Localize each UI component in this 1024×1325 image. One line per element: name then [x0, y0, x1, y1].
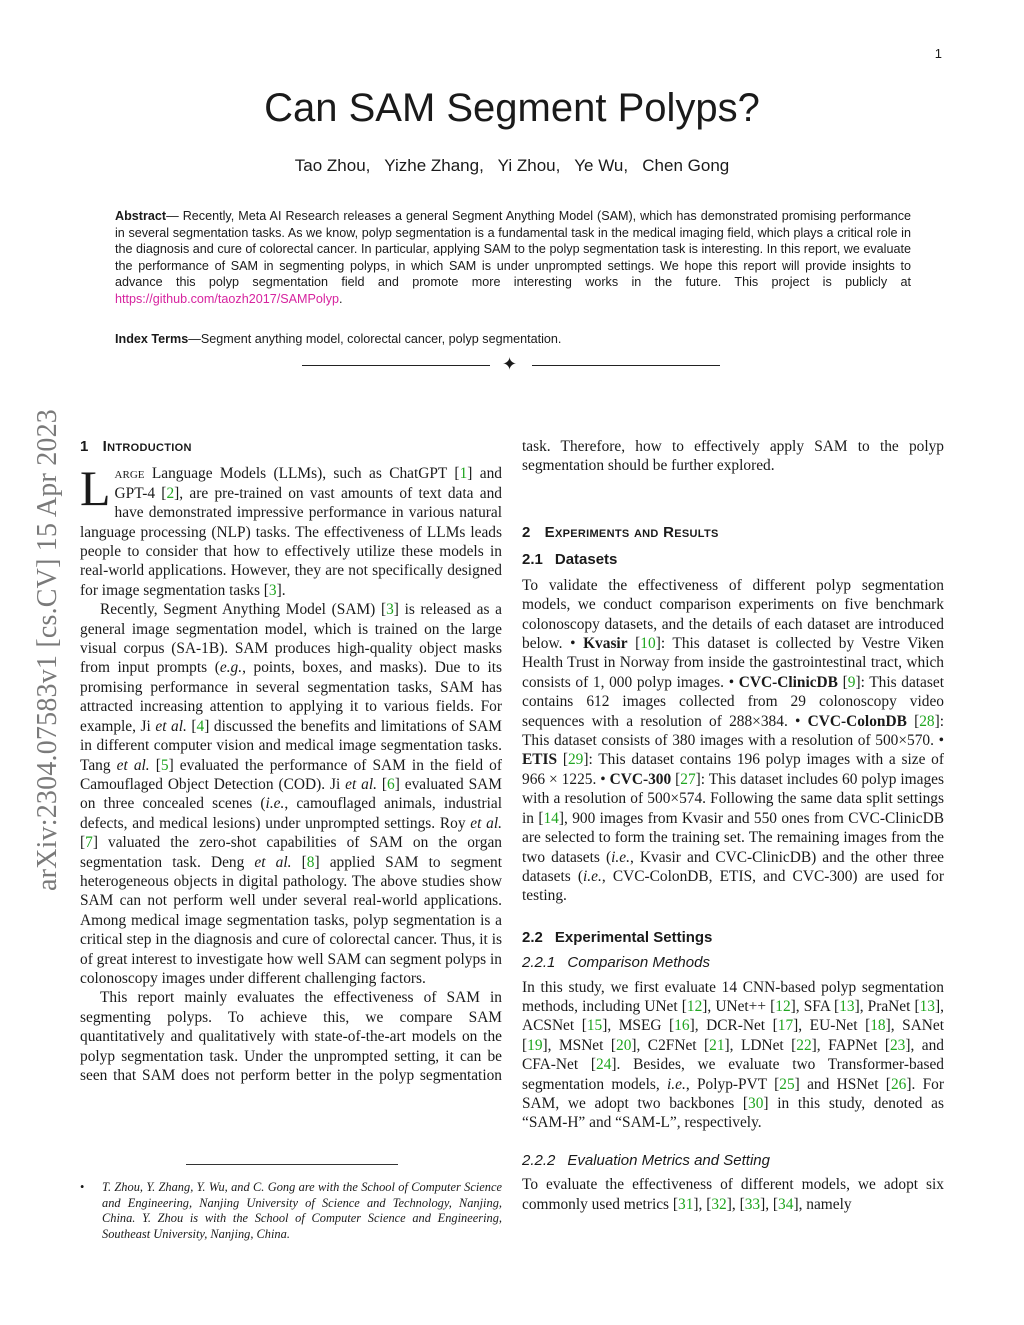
citation-link[interactable]: 7	[85, 834, 93, 852]
citation-link[interactable]: 28	[919, 712, 935, 730]
citation-link[interactable]: 17	[777, 1017, 794, 1035]
arxiv-stamp: arXiv:2304.07583v1 [cs.CV] 15 Apr 2023	[32, 408, 63, 892]
text: ] is released as a general image segmentation model, which is trained on the large visual corpus (SA-1B). SAM produces high-quality object masks from input prompts (	[80, 601, 502, 677]
text: This report mainly evaluates the effectiveness of SAM in segmenting polyps. To achieve this, we compare SAM quantitatively and qualitatively with state-of-the-art models on the polyp segmentation task. Under the unprompted setting, it can be seen that SAM does not perform better in the polyp segmentation	[80, 989, 502, 1084]
text: ] evaluated SAM on three concealed scenes (	[80, 775, 502, 813]
author-list	[0, 156, 1024, 176]
dataset-name: CVC-ColonDB	[807, 712, 907, 730]
subsubsection-title: Evaluation Metrics and Setting	[567, 1151, 770, 1169]
text: ], C2FNet [	[631, 1036, 710, 1054]
text: ] discussed the benefits and limitations of SAM in different computer vision and medical image segmentation tasks. Tang	[80, 717, 502, 774]
text: ], SFA [	[790, 997, 840, 1015]
abstract-text: — Recently, Meta AI Research releases a general Segment Anything Model (SAM), which has demonstrated promising performance in several segmentation tasks. As we know, polyp segmentation is a fundamental task in the medical imaging field, which plays a critical role in the diagnosis and cure of colorectal cancer. In particular, applying SAM to the polyp segmentation task is interesting. In this report, we evaluate the performance of SAM in segmenting polyps, in which SAM is under unprompted settings. We hope this report will provide insights to advance this polyp segmentation field and promote more interesting works in the future. This project is publicly at	[115, 209, 911, 290]
divider-line-right	[532, 365, 720, 366]
text: ], namely	[793, 1195, 852, 1213]
dataset-name: CVC-ClinicDB	[738, 673, 838, 691]
page-number: 1	[934, 46, 942, 61]
text: e.g.	[219, 659, 243, 677]
text: ], are pre-trained on vast amounts of text data and have demonstrated impressive performance in various natural language processing (NLP) tasks. The effectiveness of LLMs leads people to consider that how to effectively utilize these models in real-world applications. However, they are not specifically designed for image segmentation tasks [	[80, 484, 502, 599]
section-number: 1	[80, 438, 89, 455]
text: [	[291, 853, 307, 871]
methods-paragraph	[522, 978, 944, 1133]
intro-paragraph-3	[80, 988, 502, 1085]
text: et al.	[345, 775, 377, 793]
author: Yi Zhou,	[497, 156, 561, 175]
text: ], [	[726, 1195, 745, 1213]
text: Language Models (LLMs), such as ChatGPT [	[144, 465, 460, 483]
citation-link[interactable]: 4	[196, 717, 205, 735]
drop-cap: L	[80, 460, 111, 517]
citation-link[interactable]: 20	[616, 1036, 632, 1054]
citation-link[interactable]: 19	[527, 1036, 543, 1054]
text: ]: This dataset contains 196 polyp images with a size of 966 × 1225. •	[522, 751, 944, 788]
citation-link[interactable]: 21	[709, 1036, 725, 1054]
citation-link[interactable]: 27	[680, 770, 696, 788]
citation-link[interactable]: 6	[387, 775, 395, 793]
intro-paragraph-1	[80, 460, 502, 600]
dataset-name: ETIS	[522, 751, 558, 769]
citation-link[interactable]: 33	[744, 1195, 761, 1213]
index-terms-text: —Segment anything model, colorectal cancer, polyp segmentation.	[188, 332, 562, 346]
section-divider	[302, 356, 722, 376]
project-link[interactable]: https://github.com/taozh2017/SAMPolyp	[115, 291, 340, 306]
subsubsection-heading-evaluation-metrics	[522, 1151, 944, 1170]
paper-title: Can SAM Segment Polyps?	[264, 86, 760, 130]
author: Yizhe Zhang,	[384, 156, 484, 175]
text: et al.	[116, 756, 150, 774]
text: [	[149, 756, 161, 774]
citation-link[interactable]: 12	[775, 997, 791, 1015]
continued-text	[522, 437, 944, 476]
text: , Polyp-PVT [	[685, 1075, 780, 1093]
citation-link[interactable]: 14	[543, 809, 559, 827]
intro-paragraph-3-continued	[522, 437, 944, 495]
text: ] and GPT-4 [	[114, 465, 502, 502]
text: [	[376, 775, 388, 793]
datasets-paragraph	[522, 576, 944, 906]
text: [	[837, 673, 848, 691]
citation-link[interactable]: 26	[890, 1075, 907, 1093]
author: Chen Gong	[642, 156, 730, 175]
text: ], [	[760, 1195, 779, 1213]
subsection-number: 2.2	[522, 928, 543, 946]
section-title: Introduction	[102, 438, 192, 455]
text: i.e.	[583, 867, 602, 885]
text: , CVC-ColonDB, ETIS, and CVC-300) are used for testing.	[522, 867, 945, 905]
text: [	[186, 717, 197, 735]
author: Ye Wu,	[574, 156, 629, 175]
dataset-name: CVC-300	[609, 770, 672, 788]
text: ], MSEG [	[602, 1017, 675, 1035]
subsubsection-title: Comparison Methods	[567, 954, 710, 972]
citation-link[interactable]: 3	[268, 581, 277, 599]
citation-link[interactable]: 29	[567, 751, 584, 769]
text: [	[671, 770, 681, 788]
subsection-heading-experimental-settings	[522, 928, 944, 947]
text: ], MSNet [	[542, 1036, 616, 1054]
section-number: 2	[522, 524, 531, 541]
footnote-rule	[186, 1164, 398, 1165]
metrics-paragraph	[522, 1175, 944, 1214]
abstract-label: Abstract	[115, 209, 167, 223]
divider-star-icon: ✦	[502, 354, 518, 374]
text: In this study, we first evaluate 14 CNN-based polyp segmentation methods, including UNet [	[522, 978, 944, 1015]
citation-link[interactable]: 32	[711, 1195, 727, 1213]
text: ]: This dataset contains 612 images collected from 29 colonoscopy video sequences with a resolution of 288×384. •	[522, 673, 944, 730]
subsection-heading-datasets	[522, 550, 944, 569]
citation-link[interactable]: 25	[779, 1075, 795, 1093]
text: ] applied SAM to segment heterogeneous objects in digital pathology. The above studies show SAM can not perform well under several real-world applications. Among medical image segmentation tasks, polyp segmentation is a critical step in the diagnosis and cure of colorectal cancer. Thus, it is of great interest to investigate how well SAM can segment polyps in colonoscopy images under different challenging factors.	[80, 853, 503, 987]
citation-link[interactable]: 34	[778, 1195, 794, 1213]
text: ], EU-Net [	[793, 1017, 871, 1035]
text: [	[557, 751, 568, 769]
text: ], LDNet [	[724, 1036, 797, 1054]
footnote-text: T. Zhou, Y. Zhang, Y. Wu, and C. Gong are with the School of Computer Science and Engineering, Nanjing University of Science and Technology, Nanjing, China. Y. Zhou is with the School of Computer Science and Engineering, Southeast University, Nanjing, China.	[102, 1180, 502, 1241]
author: Tao Zhou,	[294, 156, 371, 175]
abstract	[115, 208, 911, 308]
text: To evaluate the effectiveness of different models, we adopt six commonly used metrics [	[522, 1176, 944, 1213]
citation-link[interactable]: 15	[586, 1017, 603, 1035]
text: , Kvasir and CVC-ClinicDB) and the other three datasets (	[522, 848, 944, 885]
bullet-icon: •	[80, 1180, 85, 1194]
citation-link[interactable]: 16	[674, 1017, 690, 1035]
small-caps-text: arge	[114, 465, 145, 483]
subsubsection-number: 2.2.1	[522, 954, 556, 972]
author-affiliation-footnote	[80, 1180, 502, 1242]
citation-link[interactable]: 3	[386, 601, 394, 619]
abstract-end: .	[339, 291, 343, 306]
text: ], [	[693, 1195, 712, 1213]
citation-link[interactable]: 13	[839, 997, 855, 1015]
subsubsection-heading-comparison-methods	[522, 953, 944, 972]
text: ], PraNet [	[854, 997, 920, 1015]
citation-link[interactable]: 23	[889, 1036, 906, 1054]
text: [	[906, 712, 920, 730]
text: i.e.	[265, 795, 285, 813]
citation-link[interactable]: 9	[847, 673, 856, 691]
citation-link[interactable]: 13	[919, 997, 935, 1015]
citation-link[interactable]: 5	[160, 756, 169, 774]
index-terms-label: Index Terms	[115, 332, 189, 346]
citation-link[interactable]: 1	[459, 465, 468, 483]
text: ], DCR-Net [	[689, 1017, 778, 1035]
text: ], FAPNet [	[811, 1036, 890, 1054]
section-heading-experiments	[522, 523, 944, 542]
text: et al.	[155, 717, 187, 735]
text: ]: This dataset includes 60 polyp images with a resolution of 500×574. Following the same data split settings in [	[522, 770, 944, 827]
citation-link[interactable]: 2	[166, 484, 175, 502]
citation-link[interactable]: 12	[686, 997, 703, 1015]
citation-link[interactable]: 31	[678, 1195, 694, 1213]
subsection-title: Datasets	[554, 551, 618, 569]
text: i.e.	[611, 848, 630, 866]
text: et al.	[470, 814, 502, 832]
text: ]: This dataset consists of 380 images with a resolution of 500×570. •	[522, 712, 944, 750]
subsubsection-number: 2.2.2	[522, 1151, 556, 1169]
text: ], UNet++ [	[702, 997, 776, 1015]
citation-link[interactable]: 8	[306, 853, 315, 871]
citation-link[interactable]: 24	[596, 1056, 612, 1074]
text: et al.	[254, 853, 292, 871]
text: ], 900 images from Kvasir and 550 ones from CVC-ClinicDB are selected to form the training set. The remaining images from the two datasets (	[522, 809, 944, 866]
text: ] and HSNet [	[794, 1075, 891, 1093]
citation-link[interactable]: 30	[748, 1094, 764, 1112]
text: ] valuated the zero-shot capabilities of SAM on the organ segmentation task. Deng	[80, 834, 502, 871]
text: i.e.	[667, 1075, 686, 1093]
citation-link[interactable]: 18	[870, 1017, 886, 1035]
text: , points, boxes, and masks). Due to its promising performance in several segmentation tasks, SAM has attracted increasing attention to applying it to various fields. For example, Ji	[80, 659, 503, 735]
text: [	[627, 635, 641, 653]
citation-link[interactable]: 10	[640, 635, 656, 653]
right-column	[522, 437, 944, 1214]
text: ] evaluated the performance of SAM in the field of Camouflaged Object Detection (COD). Ji	[80, 756, 502, 793]
divider-line-left	[302, 365, 490, 366]
text: Recently, Segment Anything Model (SAM) [	[100, 601, 387, 619]
subsection-number: 2.1	[522, 551, 543, 569]
hidden-measure: task. Therefore, how to effectively apply SAM to the polyp segmentation should be further explored.	[522, 438, 944, 475]
text: ], and CFA-Net [	[522, 1036, 945, 1074]
text: ]: This dataset is collected by Vestre Viken Health Trust in Norway from inside the gastrointestinal tract, which consists of 1, 000 polyp images. •	[522, 635, 944, 691]
section-heading-introduction	[80, 437, 502, 456]
text: ], ACSNet [	[522, 997, 944, 1035]
text: ]. Besides, we evaluate two Transformer-based segmentation models,	[522, 1056, 944, 1093]
text: To validate the effectiveness of different polyp segmentation models, we conduct comparison experiments on five benchmark colonoscopy datasets, and the details of each dataset are introduced below. •	[522, 576, 944, 653]
dataset-name: Kvasir	[583, 635, 628, 653]
section-title: Experiments and Results	[544, 524, 719, 541]
text: , camouflaged animals, industrial defects, and medical lesions) under unprompted settings. Roy	[80, 795, 502, 832]
text: ]. For SAM, we adopt two backbones [	[522, 1075, 944, 1112]
text: [	[80, 834, 86, 852]
text: ] in this study, denoted as “SAM-H” and “SAM-L”, respectively.	[522, 1094, 944, 1132]
left-column	[80, 437, 502, 1085]
text: ].	[276, 581, 286, 599]
text: ], SANet [	[522, 1017, 945, 1054]
citation-link[interactable]: 22	[796, 1036, 812, 1054]
intro-paragraph-2	[80, 600, 502, 988]
subsection-title: Experimental Settings	[554, 928, 713, 946]
index-terms	[115, 332, 911, 346]
